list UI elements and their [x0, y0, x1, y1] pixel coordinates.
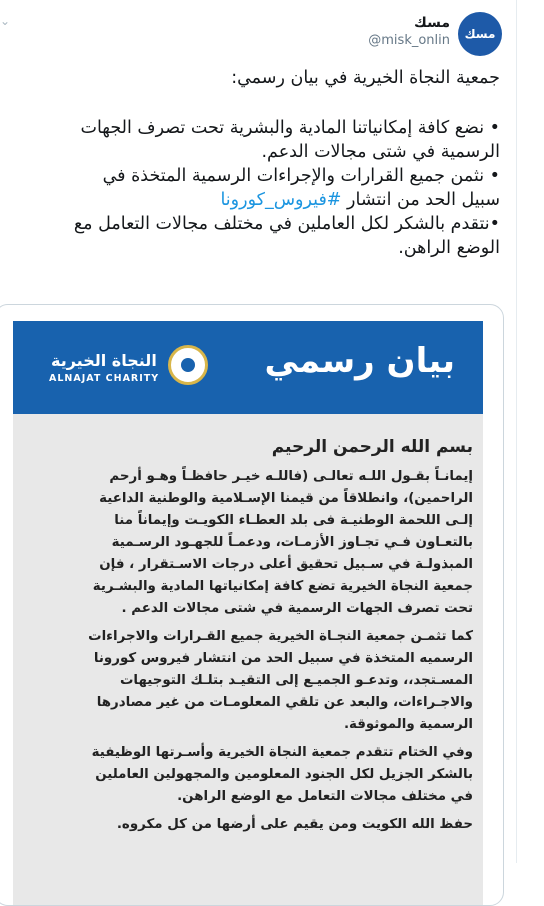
statement-text [23, 434, 473, 842]
paragraph-2-line: الرسميه المتخذة في سبيل الحد من انتشار فيروس كورونا [93, 651, 473, 666]
paragraph-1-line: جمعية النجاة الخيرية تضع كافة إمكانياتها المادية والبشـرية [92, 579, 473, 594]
paragraph-4-line: حفظ الله الكويت ومن يقيم على أرضها من كل مكروه. [116, 817, 473, 832]
paragraph-4 [23, 814, 473, 836]
paragraph-2-line: الرسمية والموثوقة. [343, 717, 473, 732]
paragraph-2-line: كما تثمـن جمعية النجـاة الخيرية جميع القـرارات والاجراءات [88, 629, 473, 644]
paragraph-1-line: بالتعـاون فـي تجـاوز الأزمـات، ودعمـاً للجهـود الرسـمية [111, 535, 473, 550]
username[interactable]: @misk_onlin [368, 33, 450, 48]
charity-logo-icon [168, 345, 208, 385]
paragraph-3-line: بالشكر الجزيل لكل الجنود المعلومين والمجهولين العاملين [95, 767, 473, 782]
paragraph-3-line: في مختلف مجالات التعامل مع الوضع الراهن. [177, 789, 473, 804]
paragraph-1 [23, 466, 473, 620]
paragraph-1-line: إلـى اللحمة الوطنيـة فى بلد العطـاء الكويـت وإيماناً منا [114, 513, 473, 528]
tweet-intro: جمعية النجاة الخيرية في بيان رسمي: [231, 68, 500, 88]
bullet-2-line-2 [0, 188, 500, 212]
bullet-1-line-1: • نضع كافة إمكانياتنا المادية والبشرية تحت تصرف الجهات [80, 118, 500, 138]
paragraph-1-line: تحت تصرف الجهات الرسمية في شتى مجالات الدعم . [121, 601, 473, 616]
avatar-logo: مسك [464, 27, 496, 41]
basmala: بسم الله الرحمن الرحيم [271, 437, 473, 457]
avatar[interactable] [458, 12, 502, 56]
paragraph-1-line: الراحمين)، وانطلاقاً من قيمنا الإسـلامية والوطنية الداعية [99, 491, 473, 506]
statement-header [13, 321, 483, 414]
paragraph-2 [23, 626, 473, 736]
author-info[interactable] [368, 15, 450, 50]
tweet-text [0, 66, 500, 260]
paragraph-2-line: المسـتجد،، وتدعـو الجميـع إلى التقيـد بتلـك التوجيهات [119, 673, 473, 688]
display-name[interactable]: مسك [414, 15, 450, 31]
paragraph-3-line: وفي الختام تتقدم جمعية النجاة الخيرية وأسـرتها الوظيفية [91, 745, 473, 760]
media-card[interactable] [0, 304, 504, 906]
paragraph-1-line: إيمانـاً بقـول اللـه تعالـى (فاللـه خيـر حافظـاً وهـو أرحم [109, 469, 473, 484]
charity-name-ar: النجاة الخيرية [51, 351, 157, 370]
hashtag-link[interactable]: #فيروس_كورونا [220, 190, 342, 210]
charity-name-en: ALNAJAT CHARITY [49, 373, 160, 384]
side-column [517, 0, 544, 863]
statement-title: بيان رسمي [264, 341, 455, 381]
bullet-2-line-1: • نثمن جميع القرارات والإجراءات الرسمية المتخذة في [102, 166, 500, 186]
paragraph-2-line: والاجـراءات، والبعد عن تلقي المعلومـات من غير مصادرها [96, 695, 473, 710]
bullet-1-line-2: الرسمية في شتى مجالات الدعم. [261, 142, 500, 162]
paragraph-3 [23, 742, 473, 808]
caret-icon: ⌄ [0, 14, 11, 28]
bullet-2-line-2-text: سبيل الحد من انتشار [341, 190, 500, 210]
statement-image[interactable] [13, 321, 483, 906]
bullet-3-line-2: الوضع الراهن. [398, 238, 500, 258]
bullet-3-line-1: •نتقدم بالشكر لكل العاملين في مختلف مجالات التعامل مع [73, 214, 500, 234]
statement-body [13, 414, 483, 906]
paragraph-1-line: المبذولـة في سـبيل تحقيق أعلى درجات الاسـتقرار ، فإن [99, 557, 473, 572]
